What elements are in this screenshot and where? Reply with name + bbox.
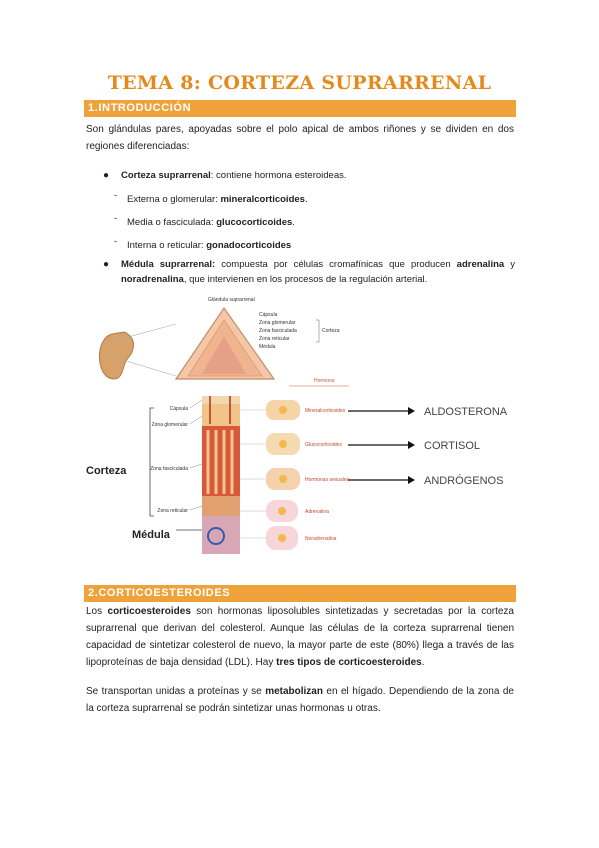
- dash-icon: -: [114, 190, 118, 201]
- dash-icon: -: [114, 236, 118, 247]
- subitem-label: Externa o glomerular:: [127, 194, 221, 205]
- bullet-corteza-term: Corteza suprarrenal: [121, 170, 211, 181]
- label-zona-fasciculada-top: Zona fasciculada: [259, 328, 297, 334]
- arrow-labels: [424, 406, 508, 487]
- label-hormonas-sexuales: Hormonas sexuales: [305, 477, 350, 483]
- arrows: [348, 411, 408, 480]
- bullet-medula-end: , que intervienen en los procesos de la regulación arterial.: [183, 274, 428, 285]
- p1-term: corticoesteroides: [107, 606, 191, 617]
- intro-paragraph: Son glándulas pares, apoyadas sobre el polo apical de ambos riñones y se dividen en dos regiones diferenciadas:: [86, 124, 514, 152]
- label-androgenos: ANDRÓGENOS: [424, 475, 504, 487]
- p2-metabolizan: metabolizan: [265, 686, 323, 697]
- cell-nucleus-icon: [278, 534, 286, 542]
- subitem-hormone: mineralcorticoides: [220, 194, 305, 205]
- label-zona-glomerular: Zona glomerular: [151, 422, 188, 428]
- bullet-dot-icon: ●: [103, 170, 110, 181]
- cell-nucleus-icon: [279, 406, 287, 414]
- subitem-label: Interna o reticular:: [127, 240, 207, 251]
- label-zona-glomerular-top: Zona glomerular: [259, 320, 296, 326]
- p1-c: son hormonas liposolubles sintetizadas y secretadas por la corteza suprarrenal que derivan del colesterol. Aunque las células de la corteza suprarrenal tienen capacidad de sintetizar colesterol de nuevo, la mayor parte de este (80%) llega a través de las lipoproteínas de baja densidad (LDL). Hay: [86, 606, 514, 668]
- hormone-cells: [266, 400, 300, 550]
- label-medula-top: Médula: [259, 344, 276, 350]
- label-capsula-top: Cápsula: [259, 312, 278, 318]
- arrow-head-icon: [408, 407, 415, 415]
- subitem-end: .: [292, 217, 295, 228]
- p1-tres-tipos: tres tipos de corticoesteroides: [276, 657, 422, 668]
- label-noradrenalina: Noradrenalina: [305, 536, 337, 542]
- label-hormona-header: Hormona: [314, 378, 335, 384]
- bullet-medula: [103, 257, 515, 289]
- dash-icon: -: [114, 213, 118, 224]
- label-zona-reticular: Zona reticular: [157, 508, 188, 514]
- subitem-hormone: glucocorticoides: [216, 217, 293, 228]
- arrow-head-icon: [408, 476, 415, 484]
- p2-a: Se transportan unidas a proteínas y se: [86, 686, 266, 697]
- label-cortisol: CORTISOL: [424, 440, 481, 452]
- section-heading-introduccion: 1.INTRODUCCIÓN: [84, 100, 516, 117]
- p2-c: en el hígado. Dependiendo de la zona de la corteza suprarrenal se podrán sintetizar unas hormonas u otras.: [86, 686, 514, 714]
- transport-paragraph: [86, 683, 514, 717]
- cell-labels: [305, 408, 350, 542]
- subitem-end: .: [304, 194, 308, 205]
- capsula-layer: [202, 396, 240, 404]
- label-corteza-top: Corteza: [322, 328, 340, 334]
- label-glandula: Glándula suprarrenal: [208, 297, 255, 303]
- corticoesteroides-paragraph: [86, 603, 514, 671]
- label-zona-reticular-top: Zona reticular: [259, 336, 290, 342]
- bullet-adrenalina: adrenalina: [456, 259, 505, 270]
- label-aldosterona: ALDOSTERONA: [424, 406, 508, 418]
- cell-nucleus-icon: [279, 475, 287, 483]
- subitem-label: Media o fasciculada:: [127, 217, 217, 228]
- p1-a: Los: [86, 606, 108, 617]
- kidney-icon: [99, 332, 133, 379]
- label-glucocorticoides: Glucocorticoides: [305, 442, 342, 448]
- label-medula-big: Médula: [132, 529, 170, 541]
- bullet-medula-mid: y: [504, 259, 515, 270]
- bullet-noradrenalina: noradrenalina: [121, 274, 184, 285]
- section-heading-corticoesteroides: 2.CORTICOESTEROIDES: [84, 585, 516, 602]
- cell-leaders: [240, 410, 266, 538]
- page-title: TEMA 8: CORTEZA SUPRARRENAL: [107, 72, 492, 94]
- arrow-head-icon: [408, 441, 415, 449]
- glomerular-layer: [202, 404, 240, 426]
- p1-e: .: [421, 657, 425, 668]
- label-corteza-big: Corteza: [86, 465, 127, 477]
- corteza-bracket: [316, 320, 319, 342]
- bullet-medula-term: Médula suprarrenal:: [121, 259, 216, 270]
- label-capsula: Cápsula: [169, 406, 188, 412]
- cell-nucleus-icon: [279, 440, 287, 448]
- arrow-heads: [408, 407, 415, 484]
- zone-labels: [150, 406, 188, 514]
- reticular-layer: [202, 496, 240, 516]
- cell-nucleus-icon: [278, 507, 286, 515]
- subitem-hormone: gonadocorticoides: [206, 240, 292, 251]
- bullet-dot-icon: ●: [103, 259, 110, 270]
- zone-leaders: [190, 400, 202, 510]
- label-zona-fasciculada: Zona fasciculada: [150, 466, 188, 472]
- adrenal-gland-diagram: [84, 294, 516, 554]
- bullet-medula-desc: compuesta por células cromafínicas que producen: [215, 259, 457, 270]
- label-mineralcorticoides: Mineralcorticoides: [305, 408, 346, 414]
- bullet-corteza-desc: : contiene hormona esteroideas.: [210, 170, 347, 181]
- label-adrenalina: Adrenalina: [305, 509, 329, 515]
